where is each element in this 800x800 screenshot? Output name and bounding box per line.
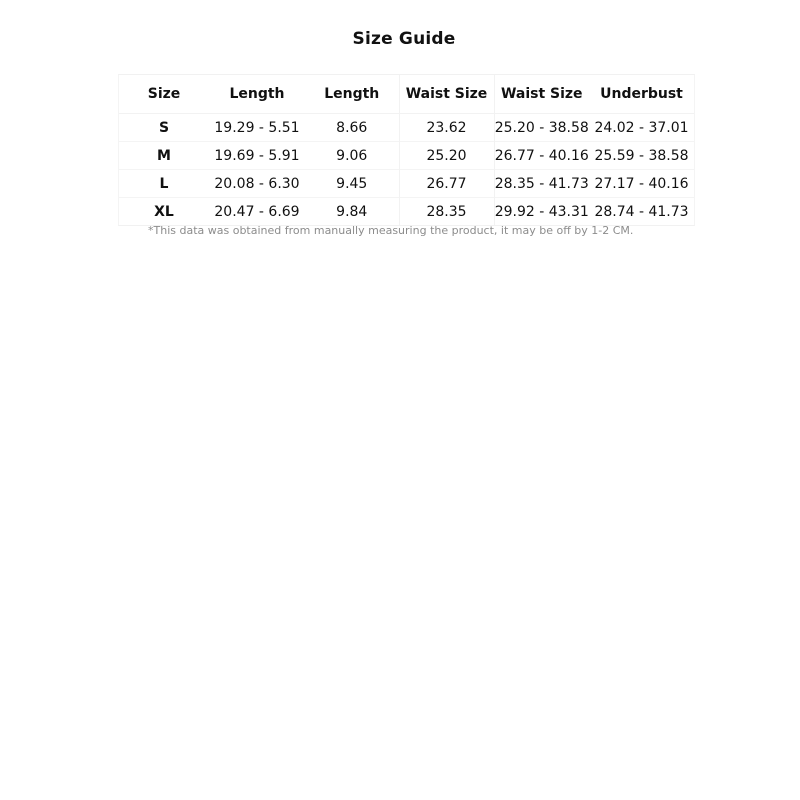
cell-underbust: 27.17 - 40.16 (589, 170, 694, 198)
table-row (119, 114, 694, 142)
cell-size: XL (119, 198, 209, 226)
size-guide-table (118, 74, 695, 226)
cell-waist-size-2: 26.77 - 40.16 (494, 142, 589, 170)
header-size: Size (119, 75, 209, 114)
table-header-row (119, 75, 694, 114)
cell-underbust: 25.59 - 38.58 (589, 142, 694, 170)
cell-length-2: 8.66 (305, 114, 399, 142)
cell-length: 20.08 - 6.30 (209, 170, 305, 198)
header-waist-size: Waist Size (399, 75, 494, 114)
header-length-2: Length (305, 75, 399, 114)
cell-size: S (158, 119, 170, 136)
cell-waist-size: 25.20 (399, 142, 494, 170)
cell-underbust: 24.02 - 37.01 (594, 119, 689, 136)
measurement-disclaimer: *This data was obtained from manually measuring the product, it may be off by 1-2 CM. (148, 224, 634, 237)
cell-waist-size-2: 25.20 - 38.58 (494, 119, 589, 136)
cell-waist-size: 28.35 (399, 198, 494, 226)
cell-length: 20.47 - 6.69 (209, 198, 305, 226)
header-waist-size-2: Waist Size (494, 75, 589, 114)
header-underbust: Underbust (589, 75, 694, 114)
table-row (119, 142, 694, 170)
cell-underbust: 28.74 - 41.73 (589, 198, 694, 226)
page-title: Size Guide (352, 29, 456, 49)
cell-length-2: 9.06 (305, 142, 399, 170)
cell-waist-size-2: 29.92 - 43.31 (494, 198, 589, 226)
table-row (119, 198, 694, 226)
header-length: Length (209, 75, 305, 114)
cell-waist-size: 26.77 (399, 170, 494, 198)
cell-length-2: 9.45 (305, 170, 399, 198)
cell-size: L (119, 170, 209, 198)
table-row (119, 170, 694, 198)
cell-length: 19.69 - 5.91 (209, 142, 305, 170)
cell-waist-size: 23.62 (399, 114, 494, 142)
cell-size: M (119, 142, 209, 170)
cell-length: 19.29 - 5.51 (214, 119, 300, 136)
cell-waist-size-2: 28.35 - 41.73 (494, 170, 589, 198)
cell-length-2: 9.84 (305, 198, 399, 226)
